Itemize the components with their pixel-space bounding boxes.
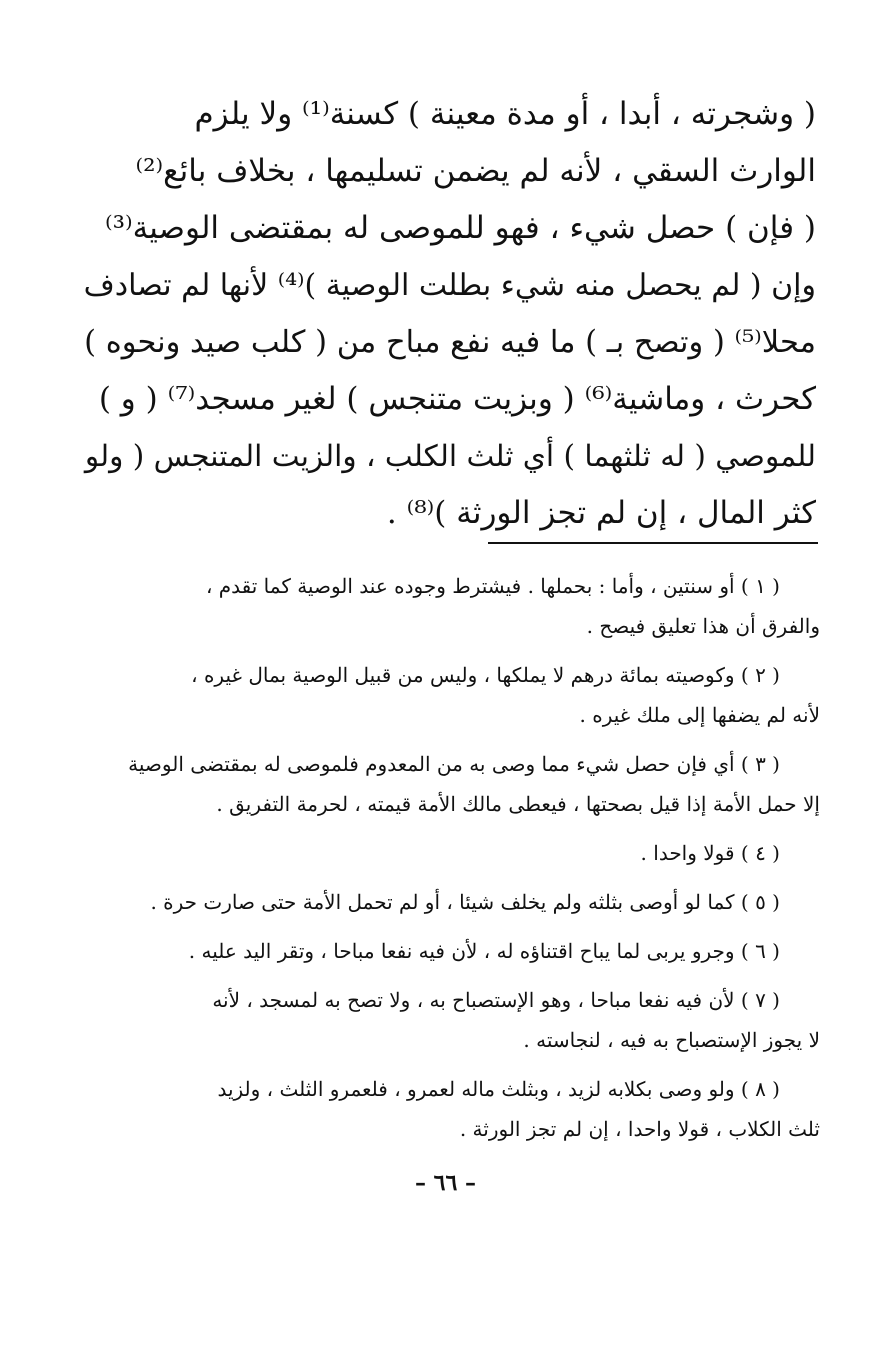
footnote-2 [72, 655, 820, 735]
footnote-7 [72, 980, 820, 1060]
footnote-5 [72, 882, 820, 922]
main-text-block [78, 86, 816, 542]
main-text-line: ( فإن ) حصل شيء ، فهو للموصى له بمقتضى الوصية⁽³⁾ [104, 210, 816, 246]
footnote-divider [488, 542, 818, 544]
footnotes-block [72, 566, 820, 1158]
footnote-6 [72, 931, 820, 971]
main-text-line: كثر المال ، إن لم تجز الورثة )⁽⁸⁾ . [386, 495, 816, 531]
main-text-line: للموصي ( له ثلثهما ) أي ثلث الكلب ، والزيت المتنجس ( ولو [84, 439, 816, 473]
main-text-line: كحرث ، وماشية⁽⁶⁾ ( وبزيت متنجس ) لغير مسجد⁽⁷⁾ ( و ) [98, 381, 816, 417]
footnote-1 [72, 566, 820, 646]
footnote-line: ( ١ ) أو سنتين ، وأما : بحملها . فيشترط وجوده عند الوصية كما تقدم ، [205, 574, 780, 598]
footnote-line: ( ٢ ) وكوصيته بمائة درهم لا يملكها ، وليس من قبيل الوصية بمال غيره ، [191, 663, 780, 687]
main-text-line: وإن ( لم يحصل منه شيء بطلت الوصية )⁽⁴⁾ لأنها لم تصادف [83, 268, 816, 303]
footnote-line: ( ٣ ) أي فإن حصل شيء مما وصى به من المعدوم فلموصى له بمقتضى الوصية [128, 752, 780, 776]
main-text-line: ( وشجرته ، أبدا ، أو مدة معينة ) كسنة⁽¹⁾ ولا يلزم [194, 96, 816, 132]
footnote-3 [72, 744, 820, 824]
footnote-line: لأنه لم يضفها إلى ملك غيره . [579, 703, 820, 727]
footnote-line: إلا حمل الأمة إذا قيل بصحتها ، فيعطى مالك الأمة قيمته ، لحرمة التفريق . [216, 792, 820, 816]
footnote-line: ( ٨ ) ولو وصى بكلابه لزيد ، وبثلث ماله لعمرو ، فلعمرو الثلث ، ولزيد [217, 1077, 780, 1101]
footnote-line: لا يجوز الإستصباح به فيه ، لنجاسته . [523, 1028, 820, 1052]
footnote-line: ( ٤ ) قولا واحدا . [640, 841, 780, 865]
main-text-line: الوارث السقي ، لأنه لم يضمن تسليمها ، بخلاف بائع⁽²⁾ [135, 153, 816, 189]
footnote-line: ثلث الكلاب ، قولا واحدا ، إن لم تجز الورثة . [459, 1117, 820, 1141]
page-number: – ٦٦ – [415, 1170, 476, 1196]
footnote-line: ( ٦ ) وجرو يربى لما يباح اقتناؤه له ، لأن فيه نفعا مباحا ، وتقر اليد عليه . [188, 939, 780, 963]
footnote-line: ( ٥ ) كما لو أوصى بثلثه ولم يخلف شيئا ، أو لم تحمل الأمة حتى صارت حرة . [150, 890, 780, 914]
footnote-4 [72, 833, 820, 873]
footnote-8 [72, 1069, 820, 1149]
main-text-line: محلا⁽⁵⁾ ( وتصح بـ ) ما فيه نفع مباح من ( كلب صيد ونحوه ) [84, 325, 816, 360]
footnote-line: والفرق أن هذا تعليق فيصح . [586, 614, 820, 638]
footnote-line: ( ٧ ) لأن فيه نفعا مباحا ، وهو الإستصباح به ، ولا تصح به لمسجد ، لأنه [212, 988, 780, 1012]
